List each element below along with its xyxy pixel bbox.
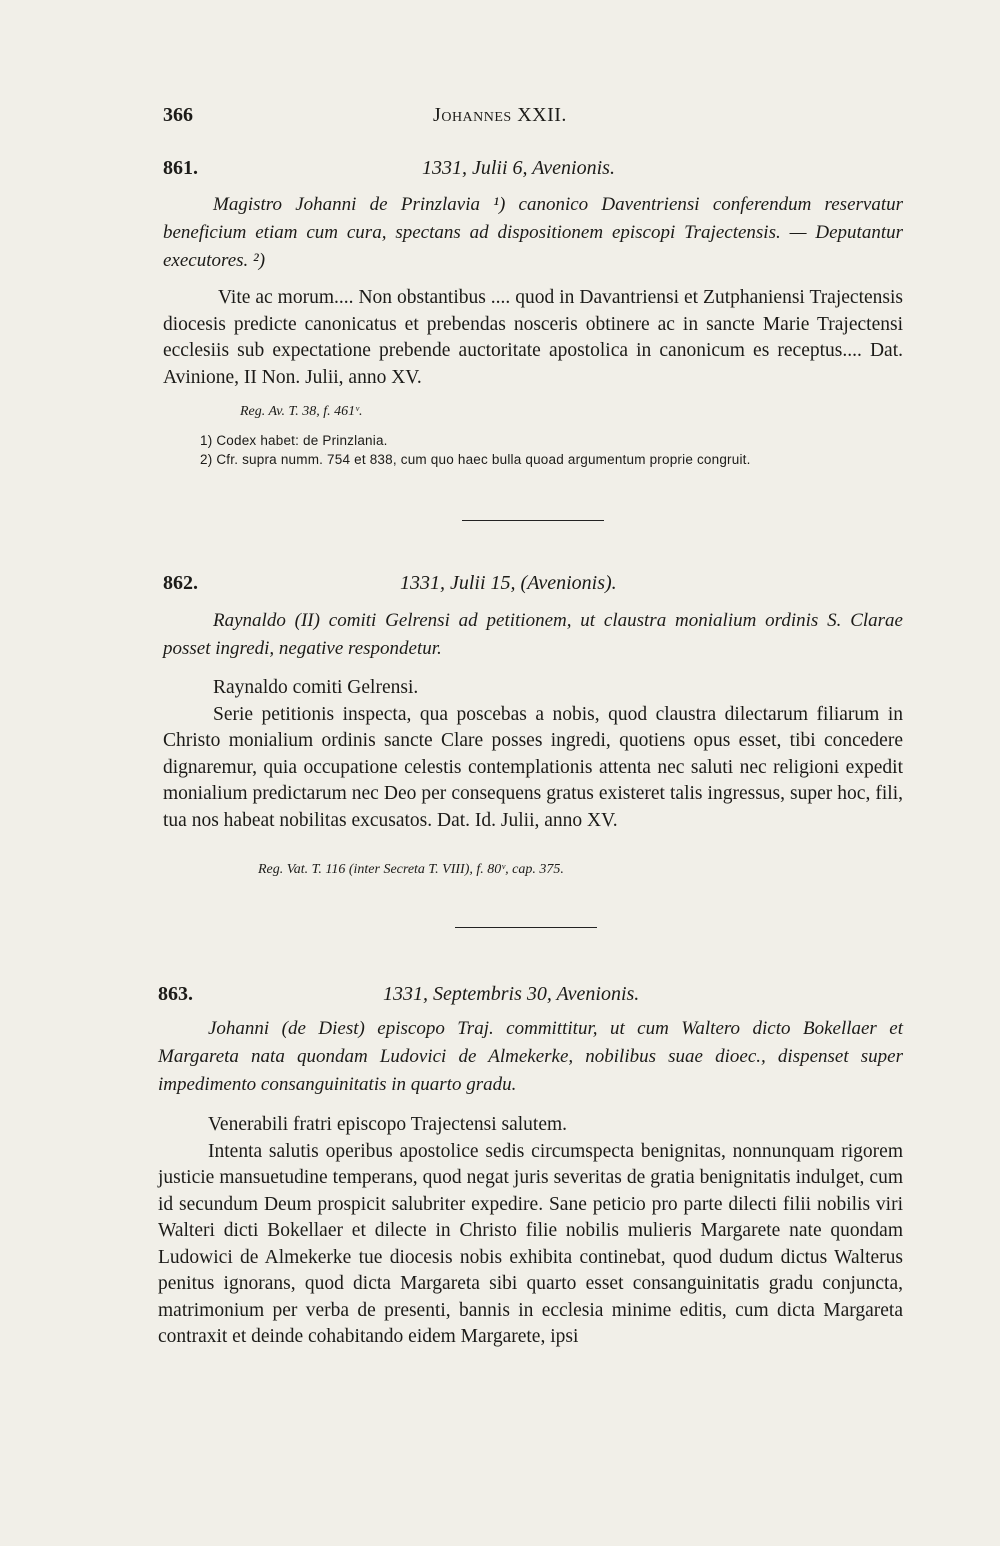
entry-body bbox=[163, 285, 903, 391]
entry-number: 863. bbox=[158, 983, 193, 1005]
running-head: Johannes XXII. bbox=[433, 104, 567, 126]
entry-summary bbox=[158, 1015, 903, 1099]
entry-number: 861. bbox=[163, 157, 198, 179]
summary-text: Johanni (de Diest) episcopo Traj. committitur, ut cum Waltero dicto Bokellaer et Margareta nata quondam Ludovici de Almekerke, nobilibus suae dioec., dispenset super impedimento consanguinitatis in quarto gradu. bbox=[158, 1018, 903, 1095]
entry-date: 1331, Julii 6, Avenionis. bbox=[422, 157, 615, 179]
body-paragraph: Serie petitionis inspecta, qua poscebas a nobis, quod claustra dilectarum filiarum in Christo monialium ordinis sancte Clare posses ingredi, quotiens opus esset, tibi concedere dignaremur, quia occupatione celestis contemplationis attenta nec saluti nec religioni expedit monialium predictarum nec Deo per consequens gratus existeret talis ingressus, super hoc, fili, tua nos habeat nobilitas excusatos. Dat. Id. Julii, anno XV. bbox=[163, 703, 903, 831]
section-divider bbox=[455, 927, 597, 928]
page-number: 366 bbox=[163, 104, 193, 126]
entry-date: 1331, Septembris 30, Avenionis. bbox=[383, 983, 640, 1005]
section-divider bbox=[462, 520, 604, 521]
summary-text: Magistro Johanni de Prinzlavia ¹) canonico Daventriensi conferendum reservatur beneficium etiam cum cura, spectans ad dispositionem episcopi Trajectensis. — Deputantur executores. ²) bbox=[163, 194, 903, 271]
source-text: Reg. Vat. T. 116 (inter Secreta T. VIII), f. 80ᵛ, cap. 375. bbox=[258, 862, 564, 877]
source-reference bbox=[258, 862, 564, 878]
source-reference bbox=[240, 404, 363, 420]
source-text: Reg. Av. T. 38, f. 461ᵛ. bbox=[240, 404, 363, 419]
entry-date: 1331, Julii 15, (Avenionis). bbox=[400, 572, 617, 594]
entry-summary bbox=[163, 607, 903, 663]
footnotes bbox=[200, 431, 900, 469]
footnote: 2) Cfr. supra numm. 754 et 838, cum quo haec bulla quoad argumentum proprie congruit. bbox=[200, 452, 751, 467]
entry-number: 862. bbox=[163, 572, 198, 594]
body-paragraph: Intenta salutis operibus apostolice sedis circumspecta benignitas, nonnunquam rigorem justicie mansuetudine temperans, quod negat juris severitas de gratia benignitatis indulget, cum id secundum Deum prospicit salubriter expedire. Sane peticio pro parte dilecti filii nobilis viri Walteri dicti Bokellaer et dilecte in Christo filie nobilis mulieris Margarete nate quondam Ludowici de Almekerke tue diocesis nobis exhibita continebat, quod dudum dictus Walterus penitus ignorans, quod dicta Margareta sibi quarto esset consanguinitatis gradu conjuncta, matrimonium per verba de presenti, bannis in ecclesia minime editis, cum dicta Margareta contraxit et deinde cohabitando eidem Margarete, ipsi bbox=[158, 1140, 903, 1347]
body-paragraph: Vite ac morum.... Non obstantibus .... quod in Davantriensi et Zutphaniensi Trajectensis diocesis predicte canonicatus et prebendas nosceris obtinere ac in sancte Marie Trajectensi ecclesiis sub expectatione prebende auctoritate apostolica in canonicum es receptus.... Dat. Avinione, II Non. Julii, anno XV. bbox=[163, 287, 903, 388]
entry-body bbox=[158, 1112, 903, 1351]
entry-summary bbox=[163, 191, 903, 275]
salutation: Venerabili fratri episcopo Trajectensi salutem. bbox=[208, 1114, 568, 1135]
salutation: Raynaldo comiti Gelrensi. bbox=[213, 677, 419, 698]
summary-text: Raynaldo (II) comiti Gelrensi ad petitionem, ut claustra monialium ordinis S. Clarae posset ingredi, negative respondetur. bbox=[163, 610, 903, 659]
entry-body bbox=[163, 675, 903, 834]
footnote: 1) Codex habet: de Prinzlania. bbox=[200, 433, 388, 448]
